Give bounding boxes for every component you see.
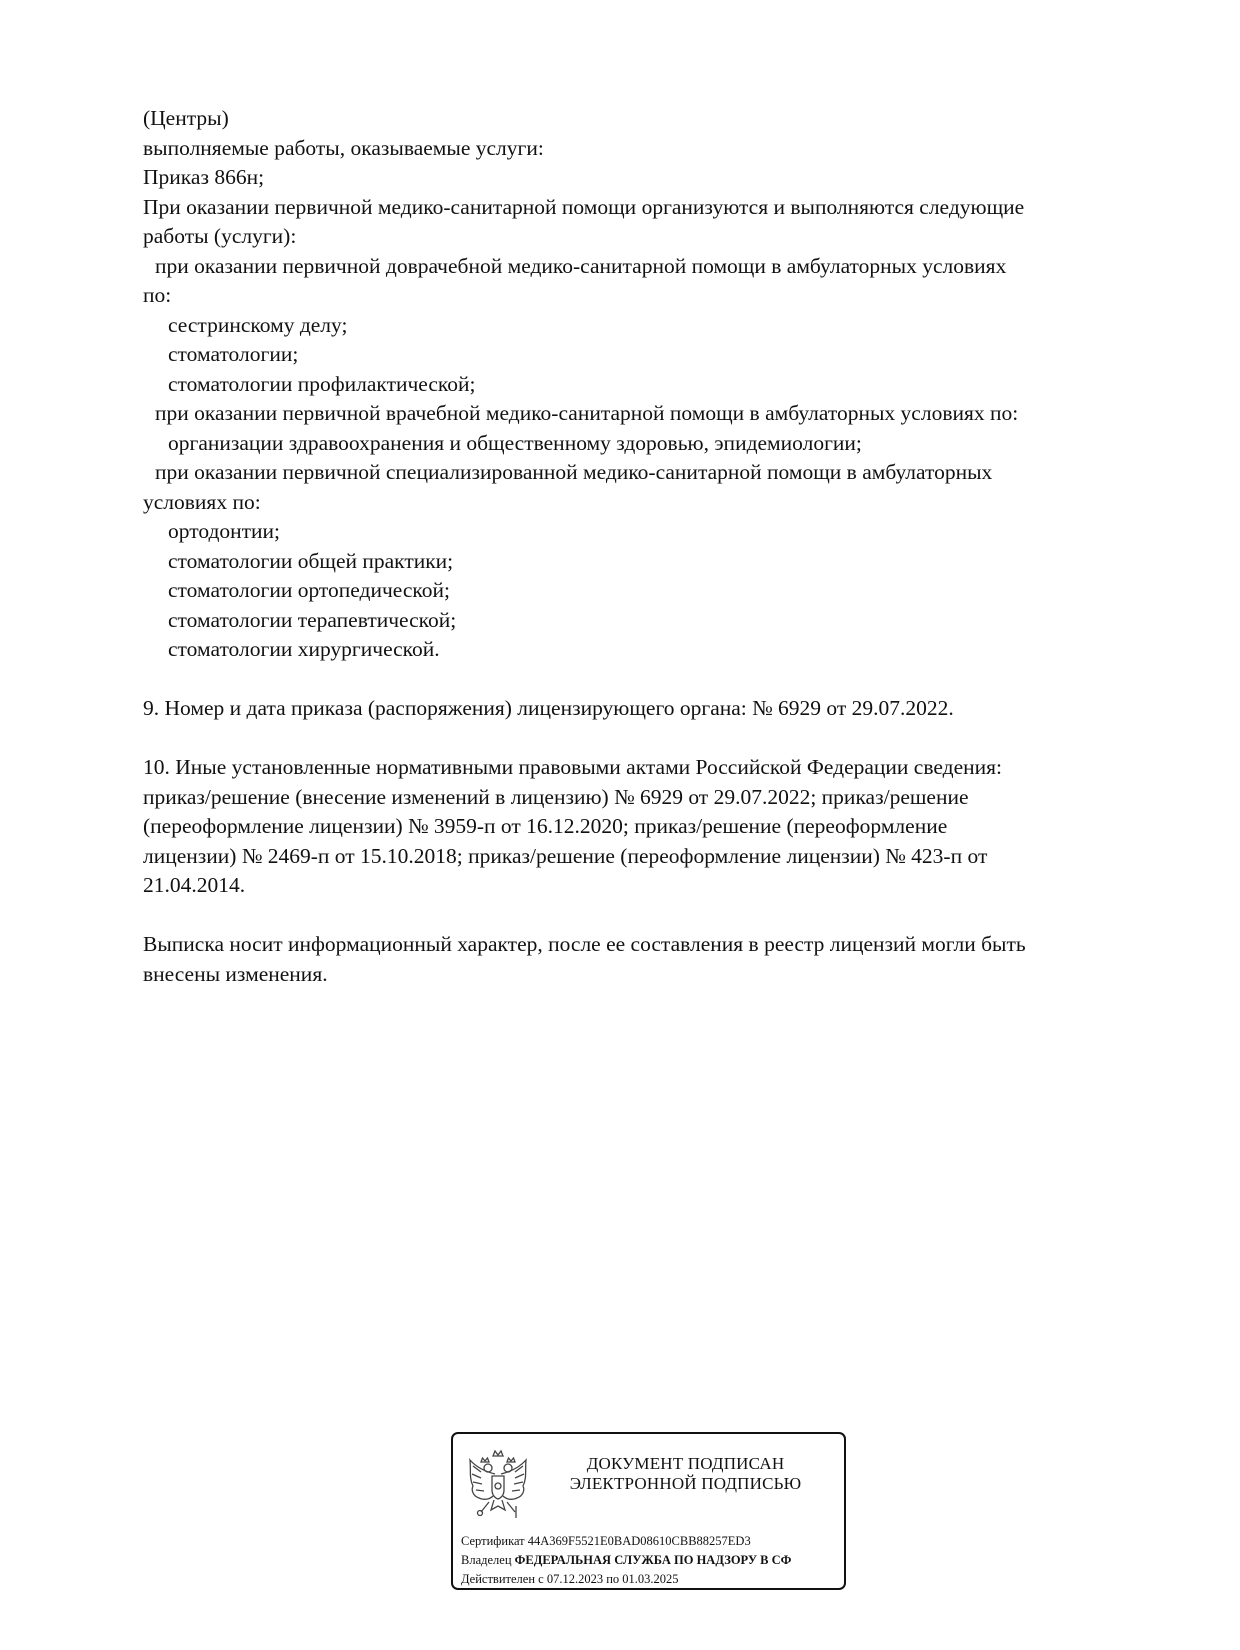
document-body xyxy=(143,104,1143,989)
document-line: ортодонтии; xyxy=(168,519,281,543)
document-line: по: xyxy=(143,283,172,307)
certificate-label: Сертификат xyxy=(461,1534,525,1548)
document-line: условиях по: xyxy=(143,489,261,514)
document-line: организации здравоохранения и общественному здоровью, эпидемиологии; xyxy=(168,430,862,455)
document-line: 10. Иные установленные нормативными правовыми актами Российской Федерации сведения: xyxy=(143,755,1002,779)
document-line: лицензии) № 2469-п от 15.10.2018; приказ/решение (переоформление лицензии) № 423-п от xyxy=(143,843,988,868)
document-line: выполняемые работы, оказываемые услуги: xyxy=(143,135,544,160)
valid-label: Действителен с xyxy=(461,1572,544,1586)
valid-from: 07.12.2023 xyxy=(546,1572,604,1586)
electronic-signature-stamp xyxy=(451,1432,846,1590)
owner-row xyxy=(461,1551,791,1570)
document-line: (переоформление лицензии) № 3959-п от 16.12.2020; приказ/решение (переоформление xyxy=(143,814,948,838)
validity-row xyxy=(461,1570,791,1589)
document-line: при оказании первичной врачебной медико-санитарной помощи в амбулаторных условиях по: xyxy=(155,401,1019,425)
document-line: стоматологии ортопедической; xyxy=(168,578,451,602)
document-line: 9. Номер и дата приказа (распоряжения) лицензирующего органа: № 6929 от 29.07.2022. xyxy=(143,696,954,720)
document-line: Выписка носит информационный характер, после ее составления в реестр лицензий могли быть xyxy=(143,932,1026,956)
document-line: внесены изменения. xyxy=(143,961,328,986)
document-line: работы (услуги): xyxy=(143,224,297,248)
blank-line xyxy=(143,665,1143,695)
document-line: 21.04.2014. xyxy=(143,873,246,897)
document-line: При оказании первичной медико-санитарной помощи организуются и выполняются следующие xyxy=(143,194,1025,219)
blank-line xyxy=(143,901,1143,931)
document-line: стоматологии; xyxy=(168,342,299,366)
russian-coat-of-arms-icon xyxy=(465,1446,531,1526)
stamp-title-line1: ДОКУМЕНТ ПОДПИСАН xyxy=(586,1454,785,1473)
owner-label: Владелец xyxy=(461,1553,512,1567)
certificate-row xyxy=(461,1532,791,1551)
document-line: стоматологии терапевтической; xyxy=(168,607,457,632)
blank-line xyxy=(143,724,1143,754)
document-line: Приказ 866н; xyxy=(143,165,265,189)
document-line: стоматологии общей практики; xyxy=(168,548,454,573)
document-line: стоматологии хирургической. xyxy=(168,637,440,661)
owner-value: ФЕДЕРАЛЬНАЯ СЛУЖБА ПО НАДЗОРУ В СФ xyxy=(514,1553,792,1567)
stamp-title xyxy=(543,1454,828,1494)
document-line: стоматологии профилактической; xyxy=(168,371,476,396)
document-line: сестринскому делу; xyxy=(168,312,348,337)
document-line: при оказании первичной доврачебной медико-санитарной помощи в амбулаторных условиях xyxy=(155,253,1007,278)
stamp-details xyxy=(461,1532,791,1589)
document-line: (Центры) xyxy=(143,106,229,130)
certificate-value: 44A369F5521E0BAD08610CBB88257ED3 xyxy=(527,1534,751,1548)
valid-to: 01.03.2025 xyxy=(622,1572,679,1586)
document-line: приказ/решение (внесение изменений в лицензию) № 6929 от 29.07.2022; приказ/решение xyxy=(143,784,969,809)
valid-to-label: по xyxy=(606,1572,620,1586)
stamp-title-line2: ЭЛЕКТРОННОЙ ПОДПИСЬЮ xyxy=(569,1474,802,1493)
document-line: при оказании первичной специализированной медико-санитарной помощи в амбулаторных xyxy=(155,460,993,484)
